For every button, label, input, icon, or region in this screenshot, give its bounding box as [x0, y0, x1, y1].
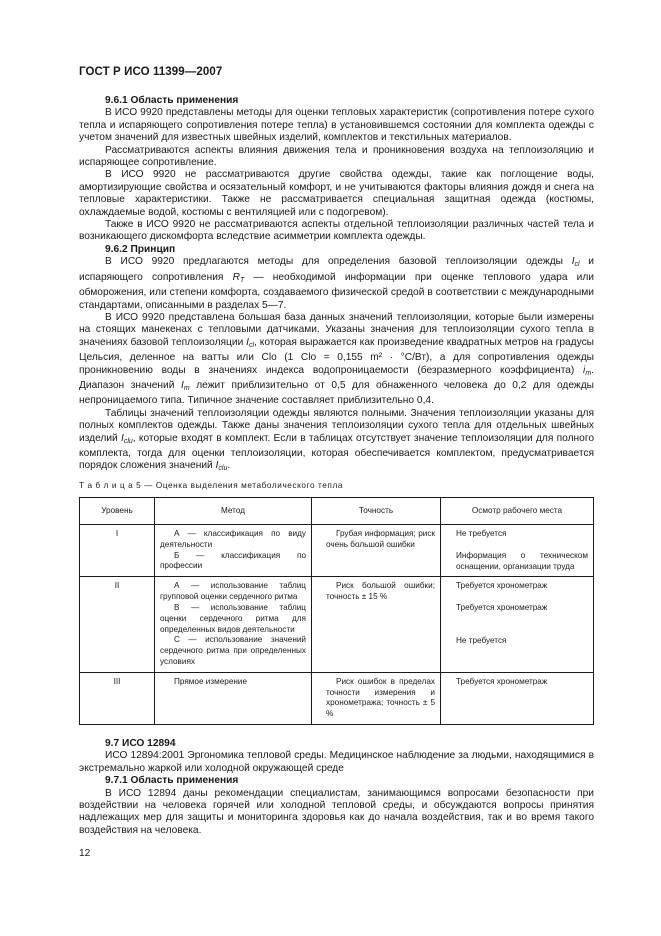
paragraph: В ИСО 9920 представлены методы для оценки тепловых характеристик (сопротивления потере сухого тепла и испаряющего сопротивления потере тепла) в установившемся состоянии для комплекта одежды с учетом значений для известных швейных изделий, комплектов и текстильных материалов.	[79, 107, 594, 144]
heading-9-7-1: 9.7.1 Область применения	[105, 775, 239, 787]
inspection-cell: Требуется хронометраж Требуется хронометраж Не требуется	[441, 577, 594, 672]
table-header-row	[80, 498, 594, 525]
method-cell: Прямое измерение	[155, 672, 312, 724]
column-header: Осмотр рабочего места	[441, 498, 594, 525]
level-cell: III	[80, 672, 155, 724]
table-row	[80, 525, 594, 577]
paragraph: ИСО 12894:2001 Эргономика тепловой среды. Медицинское наблюдение за людьми, находящимися в экстремально жаркой или холодной окружающей среде	[79, 750, 594, 774]
paragraph: В ИСО 9920 предлагаются методы для определения базовой теплоизоляции одежды $I_{cl}$ и испаряющего сопротивления $R_T$ — необходимой информации при оценке теплового удара или обморожения, или степени комфорта, создаваемого физической средой в соответствии с международными стандартами, описанными в разделах 5—7.	[79, 256, 594, 311]
accuracy-cell: Риск большой ошибки; точность ± 15 %	[312, 577, 441, 672]
heading-9-6-1: 9.6.1 Область применения	[105, 95, 239, 106]
paragraph: В ИСО 9920 не рассматриваются другие свойства одежды, такие как поглощение воды, амортизирующие свойства и осязательный комфорт, и не учитываются факторы влияния дождя и снега на тепловые характеристики. Также не рассматривается специальная защитная одежда (костюмы, охлаждаемые водой, костюмы с вентиляцией или с подогревом).	[79, 169, 594, 218]
level-cell: II	[80, 577, 155, 672]
paragraph: Также в ИСО 9920 не рассматриваются аспекты отдельной теплоизоляции различных частей тела и возникающего дискомфорта вследствие асимметрии комплекта одежды.	[79, 219, 594, 243]
paragraph: В ИСО 12894 даны рекомендации специалистам, занимающимся вопросами безопасности при воздействии на человека горячей или холодной тепловой среды, и обсуждаются вопросы принятия надлежащих мер для защиты и мониторинга здоровья как до начала воздействия, так и во время такого воздействия на человека.	[79, 787, 594, 836]
table-metabolic-heat	[79, 497, 594, 725]
paragraph: Таблицы значений теплоизоляции одежды являются полными. Значения теплоизоляции указаны для полных комплектов одежды. Также даны значения теплоизоляции сухого тепла для отдельных швейных изделий $I_{clu}$, которые входят в комплект. Если в таблицах отсутствует значение теплоизоляции для полного комплекта, тогда для оценки теплоизоляции, которая обеспечивается комплектом, предусматривается порядок сложения значений $I_{clu}$.	[79, 407, 594, 473]
table-caption: Т а б л и ц а 5 — Оценка выделения метаболического тепла	[79, 481, 343, 490]
inspection-cell: Требуется хронометраж	[441, 672, 594, 724]
section-9-6	[79, 95, 594, 476]
inspection-cell: Не требуется Информация о техническом оснащении, организации труда	[441, 525, 594, 577]
heading-9-6-2: 9.6.2 Принцип	[105, 243, 176, 255]
heading-9-7: 9.7 ИСО 12894	[105, 738, 176, 749]
standard-header: ГОСТ Р ИСО 11399—2007	[79, 66, 223, 78]
method-cell: А — классификация по виду деятельности Б — классификация по профессии	[155, 525, 312, 577]
table-row	[80, 672, 594, 724]
level-cell: I	[80, 525, 155, 577]
paragraph: Рассматриваются аспекты влияния движения тела и проникновения воздуха на теплоизоляцию и испаряющее сопротивление.	[79, 144, 594, 169]
column-header: Метод	[155, 498, 312, 525]
section-9-7	[79, 738, 594, 837]
page-number: 12	[79, 848, 91, 859]
table-row	[80, 577, 594, 672]
column-header: Уровень	[80, 498, 155, 525]
method-cell: А — использование таблиц групповой оценки сердечного ритма В — использование таблиц оценки сердечного ритма для определенных видов деятельности С — использование значений сердечного ритма при определенных условиях	[155, 577, 312, 672]
accuracy-cell: Риск ошибок в пределах точности измерения и хронометража; точность ± 5 %	[312, 672, 441, 724]
column-header: Точность	[312, 498, 441, 525]
paragraph: В ИСО 9920 представлена большая база данных значений теплоизоляции, которые были измерены на стоящих манекенах с тепловыми датчиками. Указаны значения для теплоизоляции сухого тепла в значениях базовой теплоизоляции $I_{cl}$, которая выражается как произведение квадратных метров на градусы Цельсия, деленное на ватты или Clo (1 Clo = 0,155 m² · °C/Вт), а для сопротивления одежды проникновению воды в значениях индекса водопроницаемости (безразмерного коэффициента) $i_m$. Диапазон значений $I_m$ лежит приблизительно от 0,5 для обнаженного человека до 0,2 для одежды непроницаемого типа. Типичное значение составляет приблизительно 0,4.	[79, 311, 594, 407]
accuracy-cell: Грубая информация; риск очень большой ошибки	[312, 525, 441, 577]
